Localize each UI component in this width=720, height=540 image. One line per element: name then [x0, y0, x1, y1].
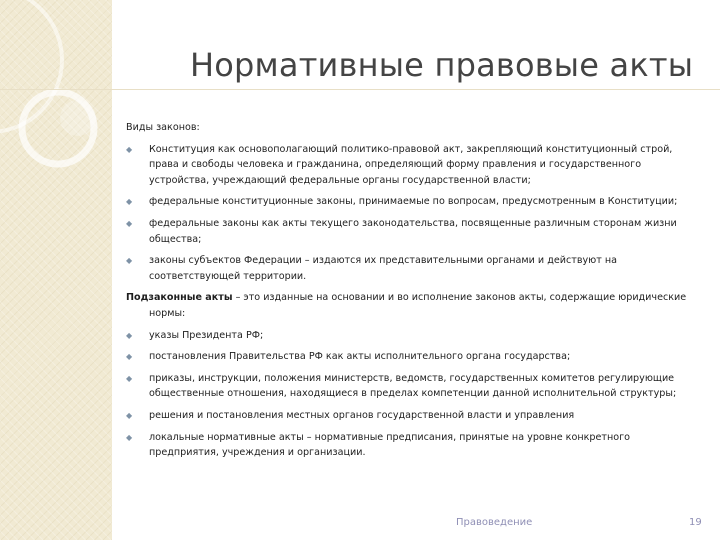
- deco-circle-large: [0, 0, 62, 132]
- slide-content: [126, 120, 694, 467]
- bullet-icon: ◆: [126, 144, 133, 154]
- bylaw-item: [126, 371, 694, 402]
- bullet-icon: ◆: [126, 256, 133, 266]
- title-divider: [0, 89, 720, 90]
- bullet-icon: ◆: [126, 373, 133, 383]
- bylaw-item: [126, 349, 694, 365]
- bylaws-heading-rest: – это изданные на основании и во исполнение законов акты, содержащие юридические нормы:: [149, 292, 687, 319]
- bullet-icon: ◆: [126, 330, 133, 340]
- bylaw-item: [126, 328, 694, 344]
- laws-intro: Виды законов:: [126, 122, 200, 133]
- bullet-icon: ◆: [126, 432, 133, 442]
- deco-circle-small: [60, 100, 96, 136]
- bullet-icon: ◆: [126, 410, 133, 420]
- law-item-text: федеральные конституционные законы, принимаемые по вопросам, предусмотренным в Конституции;: [149, 196, 678, 208]
- law-item-text: федеральные законы как акты текущего законодательства, посвященные различным сторонам жизни общества;: [149, 217, 677, 245]
- decorative-circles: [0, 0, 112, 540]
- slide-title: Нормативные правовые акты: [190, 46, 694, 84]
- slide-number: 19: [689, 517, 702, 528]
- bylaw-item-text: решения и постановления местных органов государственной власти и управления: [149, 409, 575, 421]
- law-item: [126, 216, 694, 247]
- law-item-text: Конституция как основополагающий политико-правовой акт, закрепляющий конституционный строй, права и свободы человека и гражданина, определяющий форму правления и государственного устройства, учреждающий федеральные органы государственной власти;: [149, 143, 673, 186]
- bylaw-item: [126, 430, 694, 461]
- bylaw-item-text: указы Президента РФ;: [149, 329, 264, 341]
- decorative-sidebar: [0, 0, 112, 540]
- bullet-icon: ◆: [126, 218, 133, 228]
- law-item: [126, 194, 694, 210]
- bylaw-item: [126, 408, 694, 424]
- law-item-text: законы субъектов Федерации – издаются их представительными органами и действуют на соответствующей территории.: [149, 255, 618, 282]
- bylaw-item-text: приказы, инструкции, положения министерств, ведомств, государственных комитетов регулирующие общественные отношения, находящиеся в пределах компетенции данной исполнительной структуры;: [149, 372, 677, 400]
- bylaws-heading-bold: Подзаконные акты: [126, 292, 233, 304]
- law-item: [126, 253, 694, 284]
- footer-course-name: Правоведение: [456, 517, 533, 528]
- bylaw-item-text: локальные нормативные акты – нормативные предписания, принятые на уровне конкретного предприятия, учреждения и организации.: [149, 431, 631, 459]
- bullet-icon: ◆: [126, 197, 133, 207]
- bylaw-item-text: постановления Правительства РФ как акты исполнительного органа государства;: [149, 351, 571, 363]
- bullet-icon: ◆: [126, 352, 133, 362]
- bylaws-heading: [126, 290, 694, 321]
- law-item: [126, 142, 694, 189]
